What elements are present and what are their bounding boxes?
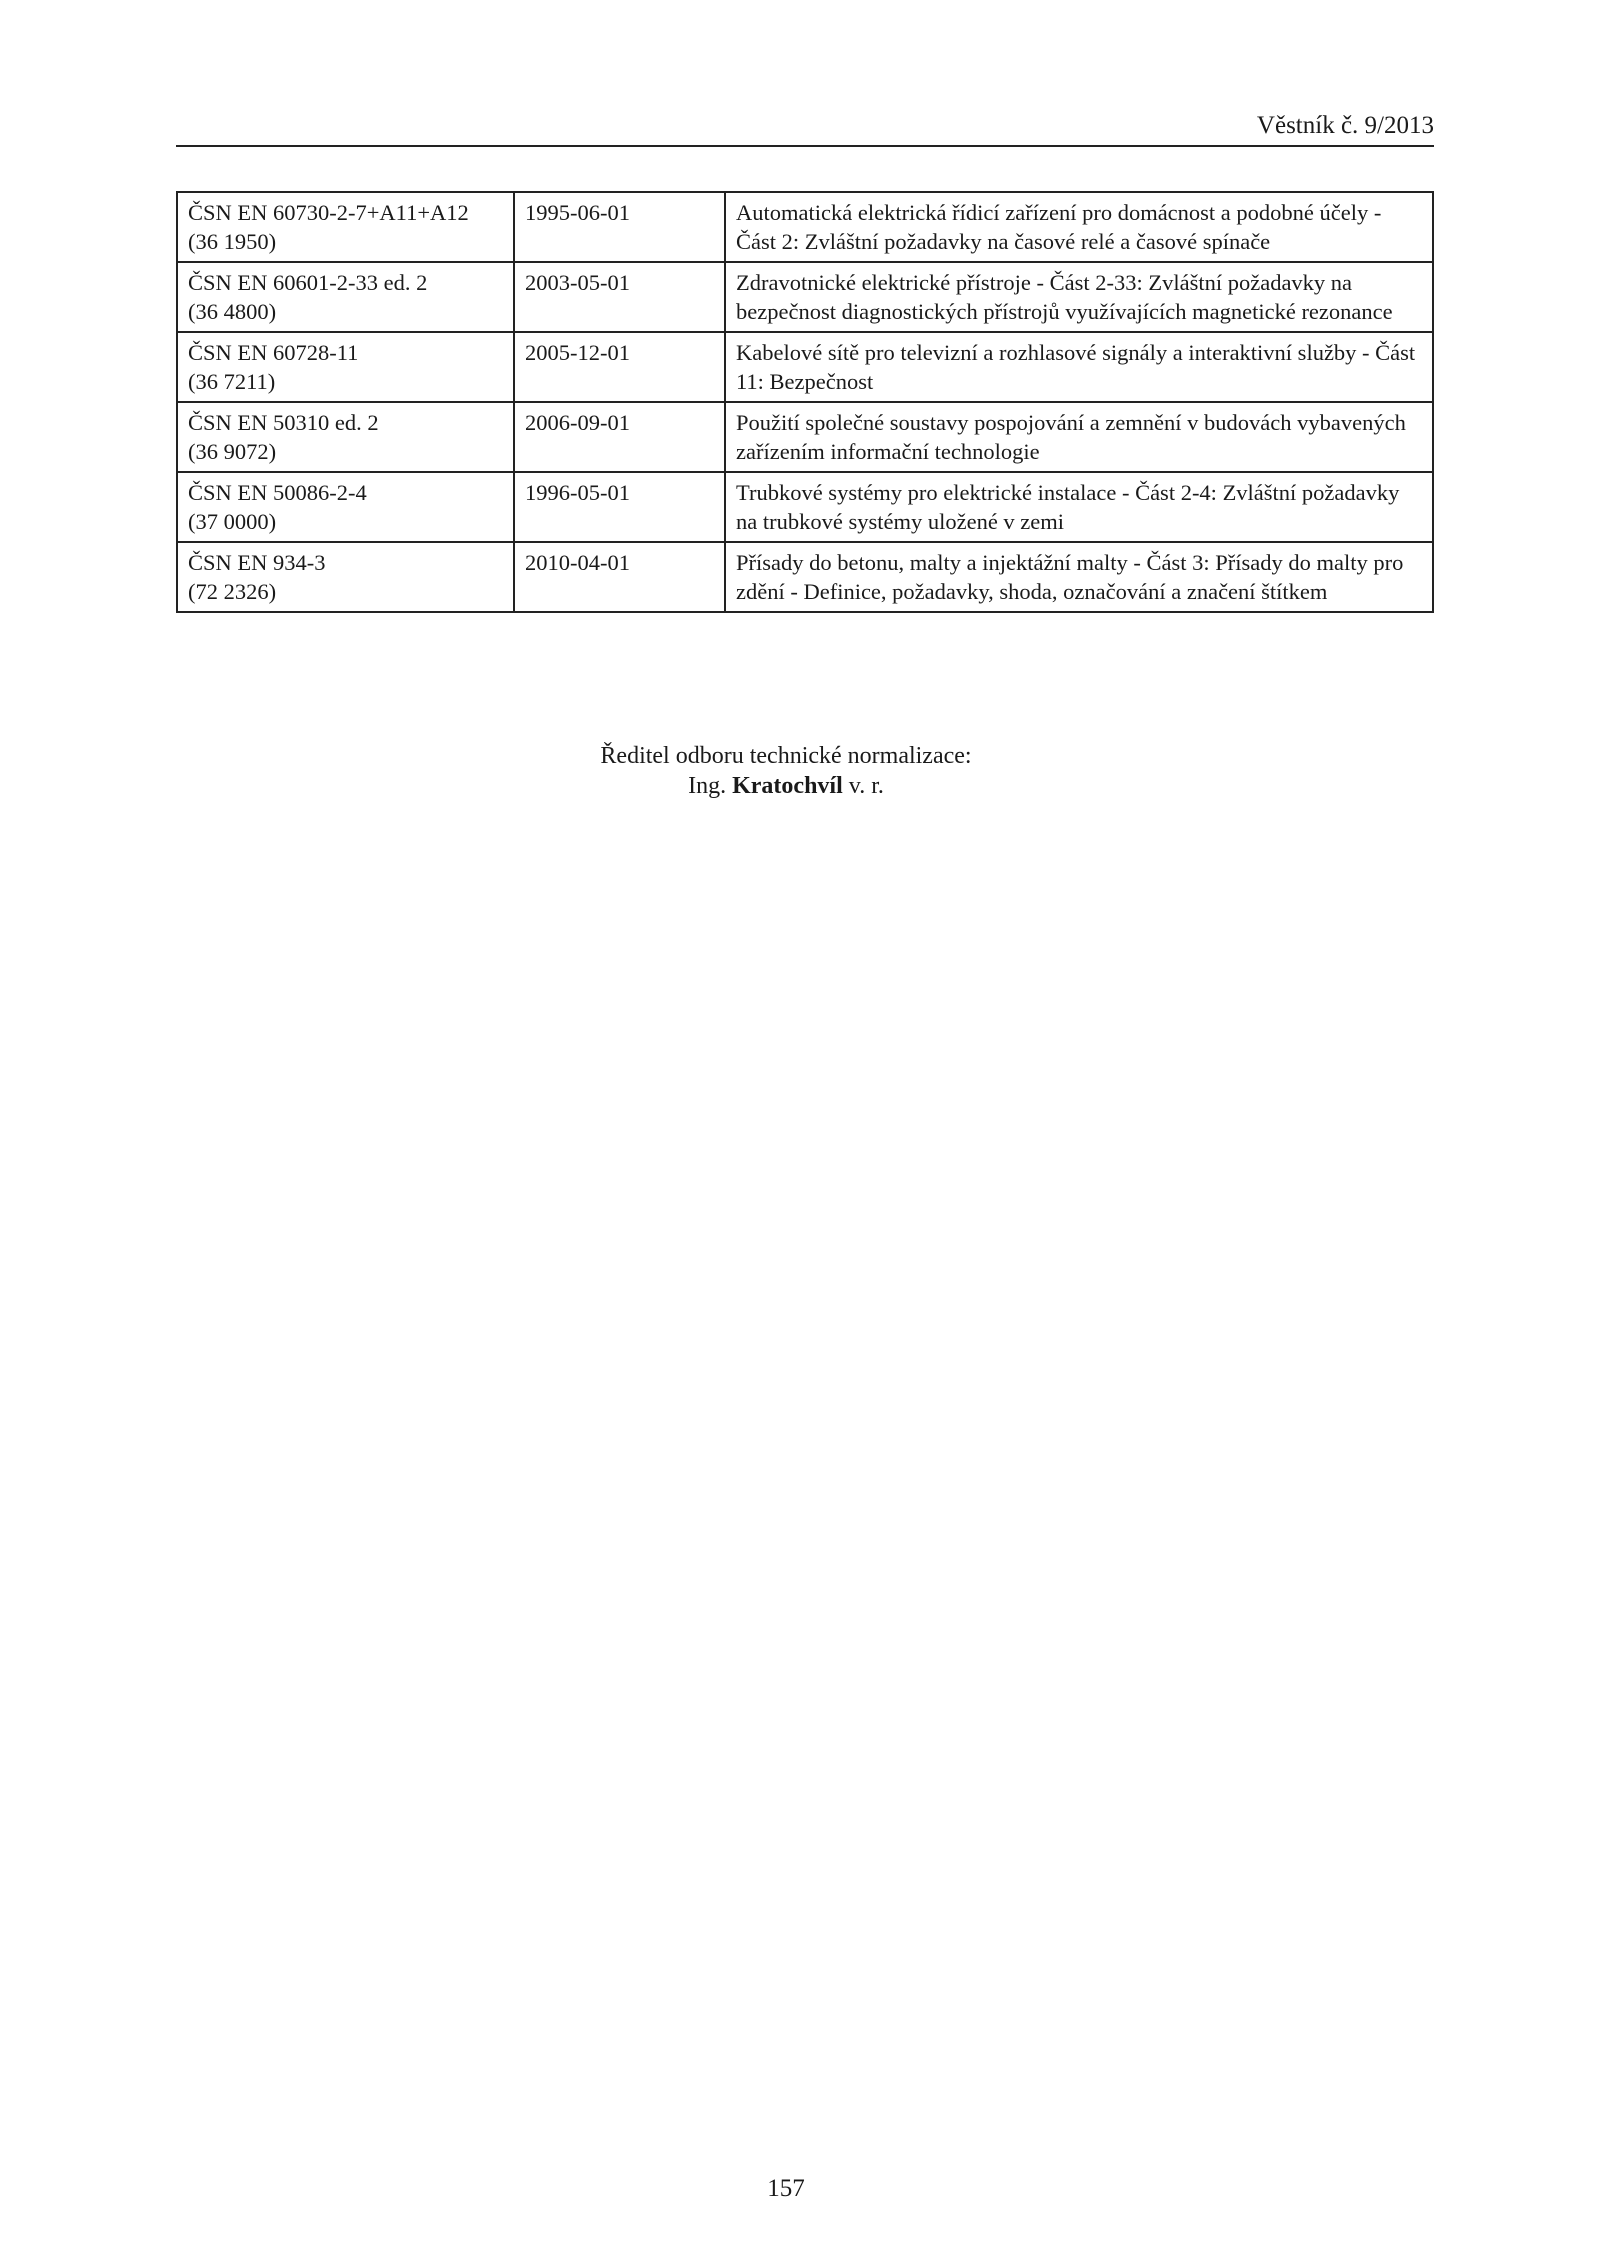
classification-code: (36 7211): [188, 369, 276, 394]
standard-code: ČSN EN 50310 ed. 2: [188, 410, 379, 435]
table-row: [177, 192, 1433, 262]
signature-suffix: v. r.: [848, 773, 884, 799]
signature-name: Kratochvíl: [732, 773, 843, 799]
signature-role: Ředitel odboru technické normalizace:: [600, 743, 972, 769]
standard-code-cell: [177, 402, 514, 472]
standard-code-cell: [177, 192, 514, 262]
signature-line: [0, 771, 1572, 801]
standard-date: 2006-09-01: [514, 402, 725, 472]
classification-code: (36 4800): [188, 299, 277, 324]
standard-code: ČSN EN 60728-11: [188, 340, 359, 365]
standard-code: ČSN EN 60730-2-7+A11+A12: [188, 200, 469, 225]
signature-prefix: Ing.: [688, 773, 727, 799]
standard-code-cell: [177, 542, 514, 612]
standard-title: Trubkové systémy pro elektrické instalace - Část 2-4: Zvláštní požadavky na trubkové systémy uložené v zemi: [725, 472, 1433, 542]
standard-code: ČSN EN 60601-2-33 ed. 2: [188, 270, 428, 295]
standard-code: ČSN EN 934-3: [188, 550, 326, 575]
header-rule: [176, 145, 1434, 147]
standard-date: 2010-04-01: [514, 542, 725, 612]
classification-code: (36 1950): [188, 229, 277, 254]
standard-title: Zdravotnické elektrické přístroje - Část 2-33: Zvláštní požadavky na bezpečnost diagnostických přístrojů využívajících magnetické rezonance: [725, 262, 1433, 332]
classification-code: (36 9072): [188, 439, 277, 464]
signature-block: [0, 741, 1572, 801]
classification-code: (37 0000): [188, 509, 277, 534]
standard-date: 2003-05-01: [514, 262, 725, 332]
standards-table: [176, 191, 1434, 613]
table-row: [177, 402, 1433, 472]
standard-title: Automatická elektrická řídicí zařízení pro domácnost a podobné účely - Část 2: Zvláštní požadavky na časové relé a časové spínače: [725, 192, 1433, 262]
standard-date: 1996-05-01: [514, 472, 725, 542]
table-row: [177, 332, 1433, 402]
classification-code: (72 2326): [188, 579, 277, 604]
standard-title: Přísady do betonu, malty a injektážní malty - Část 3: Přísady do malty pro zdění - Definice, požadavky, shoda, označování a značení štítkem: [725, 542, 1433, 612]
standard-title: Použití společné soustavy pospojování a zemnění v budovách vybavených zařízením informační technologie: [725, 402, 1433, 472]
standard-code-cell: [177, 262, 514, 332]
standard-date: 2005-12-01: [514, 332, 725, 402]
table-row: [177, 472, 1433, 542]
standard-code: ČSN EN 50086-2-4: [188, 480, 367, 505]
standard-date: 1995-06-01: [514, 192, 725, 262]
table-row: [177, 262, 1433, 332]
standard-code-cell: [177, 332, 514, 402]
table-row: [177, 542, 1433, 612]
page-number: 157: [767, 2175, 805, 2202]
standard-title: Kabelové sítě pro televizní a rozhlasové signály a interaktivní služby - Část 11: Bezpečnost: [725, 332, 1433, 402]
page-header-title: Věstník č. 9/2013: [1256, 112, 1434, 139]
standard-code-cell: [177, 472, 514, 542]
